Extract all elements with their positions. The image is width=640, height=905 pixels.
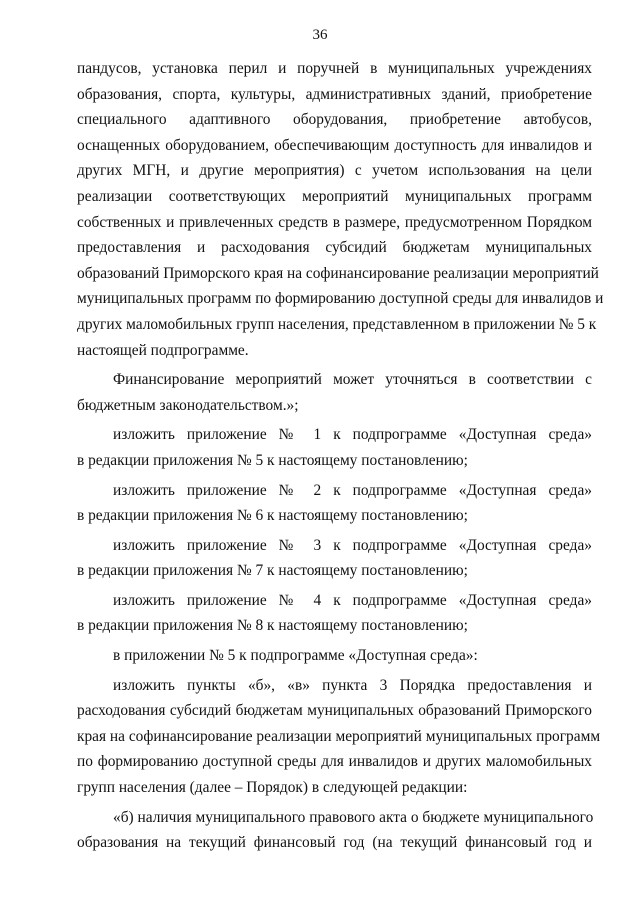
text-line: других маломобильных групп населения, представленном в приложении № 5 к [77, 315, 597, 333]
paragraph-appendix-5-intro [77, 643, 592, 669]
text-line: «б) наличия муниципального правового акта о бюджете муниципального [113, 808, 594, 826]
text-line: образования, спорта, культуры, административных зданий, приобретение [77, 85, 592, 103]
text-line: бюджетным законодательством.»; [77, 396, 299, 414]
paragraph-ramps-installation [77, 56, 604, 363]
page-number: 36 [312, 27, 328, 43]
text-line: изложить приложение № 3 к подпрограмме «Доступная среда» [113, 536, 592, 554]
text-line: края на софинансирование реализации мероприятий муниципальных программ [77, 727, 601, 745]
document-body [77, 56, 604, 856]
text-line: изложить пункты «б», «в» пункта 3 Порядка предоставления и [113, 676, 592, 694]
text-line: Финансирование мероприятий может уточняться в соответствии с [113, 371, 592, 389]
paragraph-appendix-3 [77, 533, 592, 584]
text-line: изложить приложение № 4 к подпрограмме «Доступная среда» [113, 591, 592, 609]
text-line: реализации соответствующих мероприятий муниципальных программ [77, 187, 592, 205]
text-line: в редакции приложения № 8 к настоящему постановлению; [77, 617, 468, 635]
text-line: по формированию доступной среды для инвалидов и других маломобильных [77, 753, 592, 771]
paragraph-financing [77, 367, 592, 418]
text-line: изложить приложение № 1 к подпрограмме «Доступная среда» [113, 426, 592, 444]
paragraph-appendix-2 [77, 478, 592, 529]
text-line: специального адаптивного оборудования, приобретение автобусов, [77, 111, 592, 129]
paragraph-points-b-v [77, 673, 601, 801]
text-line: муниципальных программ по формированию доступной среды для инвалидов и [77, 290, 604, 308]
text-line: в редакции приложения № 5 к настоящему постановлению; [77, 451, 468, 469]
paragraph-appendix-4 [77, 588, 592, 639]
text-line: групп населения (далее – Порядок) в следующей редакции: [77, 779, 468, 797]
text-line: в редакции приложения № 7 к настоящему постановлению; [77, 562, 468, 580]
text-line: настоящей подпрограмме. [77, 341, 249, 359]
text-line: пандусов, установка перил и поручней в муниципальных учреждениях [77, 60, 592, 77]
text-line: предоставления и расходования субсидий бюджетам муниципальных [77, 239, 592, 257]
text-line: образований Приморского края на софинансирование реализации мероприятий [77, 264, 599, 282]
text-line: в приложении № 5 к подпрограмме «Доступная среда»: [113, 647, 478, 665]
text-line: в редакции приложения № 6 к настоящему постановлению; [77, 507, 468, 525]
paragraph-appendix-1 [77, 422, 592, 473]
text-line: оснащенных оборудованием, обеспечивающим доступность для инвалидов и [77, 136, 592, 154]
paragraph-point-b [77, 805, 592, 856]
text-line: изложить приложение № 2 к подпрограмме «Доступная среда» [113, 481, 592, 499]
text-line: других МГН, и другие мероприятия) с учетом использования на цели [77, 162, 592, 180]
text-line: образования на текущий финансовый год (на текущий финансовый год и [77, 834, 592, 852]
text-line: расходования субсидий бюджетам муниципальных образований Приморского [77, 702, 592, 720]
text-line: собственных и привлеченных средств в размере, предусмотренном Порядком [77, 213, 592, 231]
